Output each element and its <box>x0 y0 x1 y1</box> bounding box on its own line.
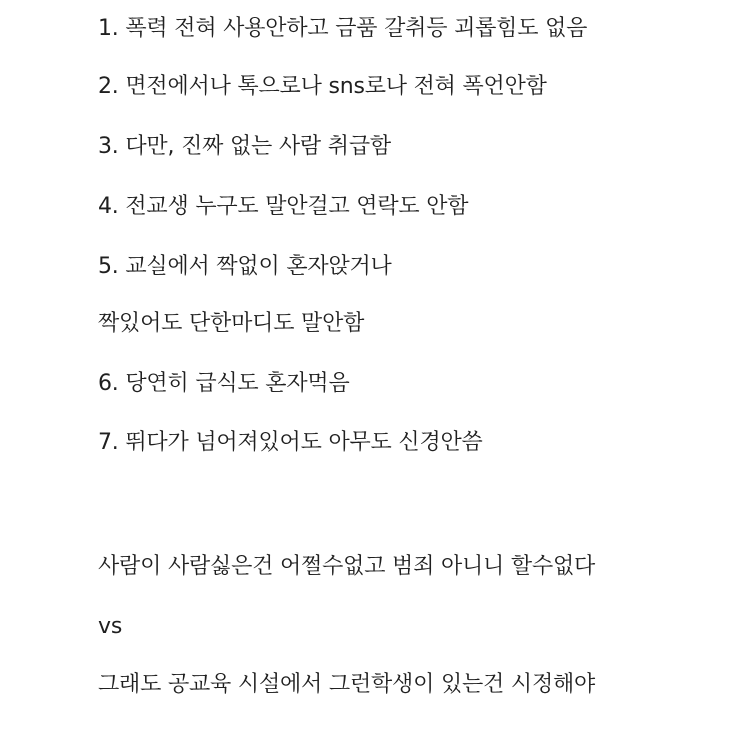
text-line-9: 사람이 사람싫은건 어쩔수없고 범죄 아니니 할수없다 <box>98 554 596 579</box>
text-line-4: 4. 전교생 누구도 말안걸고 연락도 안함 <box>98 194 469 219</box>
text-line-2: 2. 면전에서나 톡으로나 sns로나 전혀 폭언안함 <box>98 74 547 99</box>
text-line-7: 6. 당연히 급식도 혼자먹음 <box>98 371 350 396</box>
text-line-10: vs <box>98 614 123 639</box>
text-line-5: 5. 교실에서 짝없이 혼자앉거나 <box>98 254 392 279</box>
text-line-6: 짝있어도 단한마디도 말안함 <box>98 311 365 336</box>
text-line-11: 그래도 공교육 시설에서 그런학생이 있는건 시정해야 <box>98 672 596 697</box>
text-line-8: 7. 뛰다가 넘어져있어도 아무도 신경안씀 <box>98 430 483 455</box>
text-line-3: 3. 다만, 진짜 없는 사람 취급함 <box>98 134 391 159</box>
text-line-1: 1. 폭력 전혀 사용안하고 금품 갈취등 괴롭힘도 없음 <box>98 16 588 41</box>
